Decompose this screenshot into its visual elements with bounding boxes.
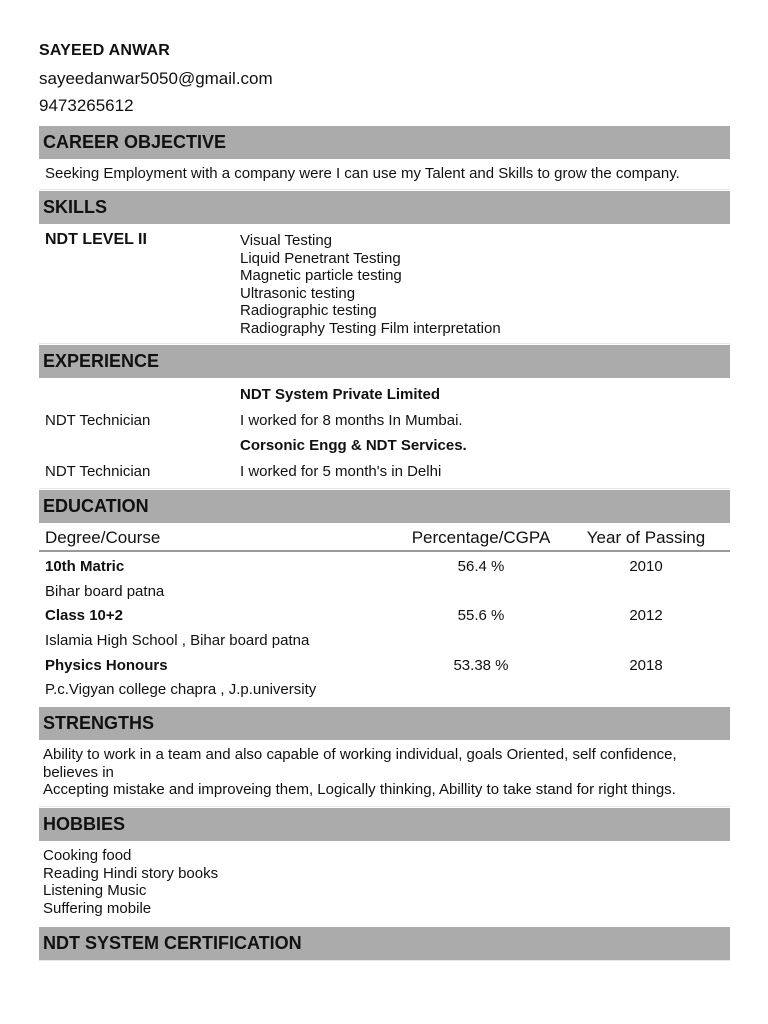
hobby-item: Listening Music — [43, 882, 147, 900]
hobby-item: Suffering mobile — [43, 899, 152, 917]
education-col-year: Year of Passing — [586, 528, 706, 547]
education-header-rule — [39, 550, 730, 552]
strength-line: Ability to work in a team and also capable of working individual, goals Oriented, self confidence, — [43, 746, 677, 763]
skills-label: NDT LEVEL II — [45, 231, 147, 248]
education-institution: Islamia High School , Bihar board patna — [45, 632, 310, 649]
education-institution: Bihar board patna — [45, 583, 165, 600]
divider — [39, 960, 730, 961]
education-score: 53.38 % — [453, 657, 509, 674]
experience-role: NDT Technician — [45, 463, 151, 480]
education-score: 55.6 % — [457, 607, 505, 624]
strength-line: Accepting mistake and improveing them, Logically thinking, Abillity to take stand for right things. — [43, 781, 676, 799]
experience-company: Corsonic Engg & NDT Services. — [240, 437, 467, 454]
hobby-item: Cooking food — [43, 847, 132, 864]
section-header-education: EDUCATION — [39, 490, 730, 523]
skill-item: Radiography Testing Film interpretation — [240, 319, 501, 337]
strength-line: believes in — [43, 763, 114, 781]
section-header-career-objective: CAREER OBJECTIVE — [39, 126, 730, 159]
education-course: Class 10+2 — [45, 607, 123, 624]
section-header-certification: NDT SYSTEM CERTIFICATION — [39, 927, 730, 960]
section-header-experience: EXPERIENCE — [39, 345, 730, 378]
divider — [39, 488, 730, 489]
strengths-text — [43, 746, 733, 799]
section-header-skills: SKILLS — [39, 191, 730, 224]
skill-item: Visual Testing — [240, 232, 333, 249]
skill-item: Radiographic testing — [240, 302, 377, 320]
candidate-name: SAYEED ANWAR — [39, 42, 171, 59]
skill-item: Liquid Penetrant Testing — [240, 249, 401, 267]
education-year: 2012 — [629, 607, 663, 624]
education-course: Physics Honours — [45, 657, 168, 674]
skills-list — [240, 232, 501, 338]
phone-text: 9473265612 — [39, 96, 134, 115]
education-col-score: Percentage/CGPA — [411, 528, 551, 547]
career-objective-text: Seeking Employment with a company were I can use my Talent and Skills to grow the company. — [45, 165, 680, 182]
education-year: 2018 — [629, 657, 663, 674]
email-text: sayeedanwar5050@gmail.com — [39, 69, 273, 88]
experience-detail: I worked for 5 month's in Delhi — [240, 463, 442, 480]
experience-detail: I worked for 8 months In Mumbai. — [240, 412, 463, 429]
divider — [39, 806, 730, 807]
experience-company: NDT System Private Limited — [240, 386, 441, 403]
divider — [39, 189, 730, 190]
hobby-item: Reading Hindi story books — [43, 864, 219, 882]
experience-role: NDT Technician — [45, 412, 151, 429]
education-year: 2010 — [629, 558, 663, 575]
education-score: 56.4 % — [457, 558, 505, 575]
divider — [39, 343, 730, 344]
section-header-strengths: STRENGTHS — [39, 707, 730, 740]
hobbies-list — [43, 847, 218, 917]
skill-item: Magnetic particle testing — [240, 267, 402, 285]
education-col-course: Degree/Course — [45, 528, 161, 547]
education-institution: P.c.Vigyan college chapra , J.p.university — [45, 681, 317, 698]
skill-item: Ultrasonic testing — [240, 284, 356, 302]
education-course: 10th Matric — [45, 558, 125, 575]
section-header-hobbies: HOBBIES — [39, 808, 730, 841]
